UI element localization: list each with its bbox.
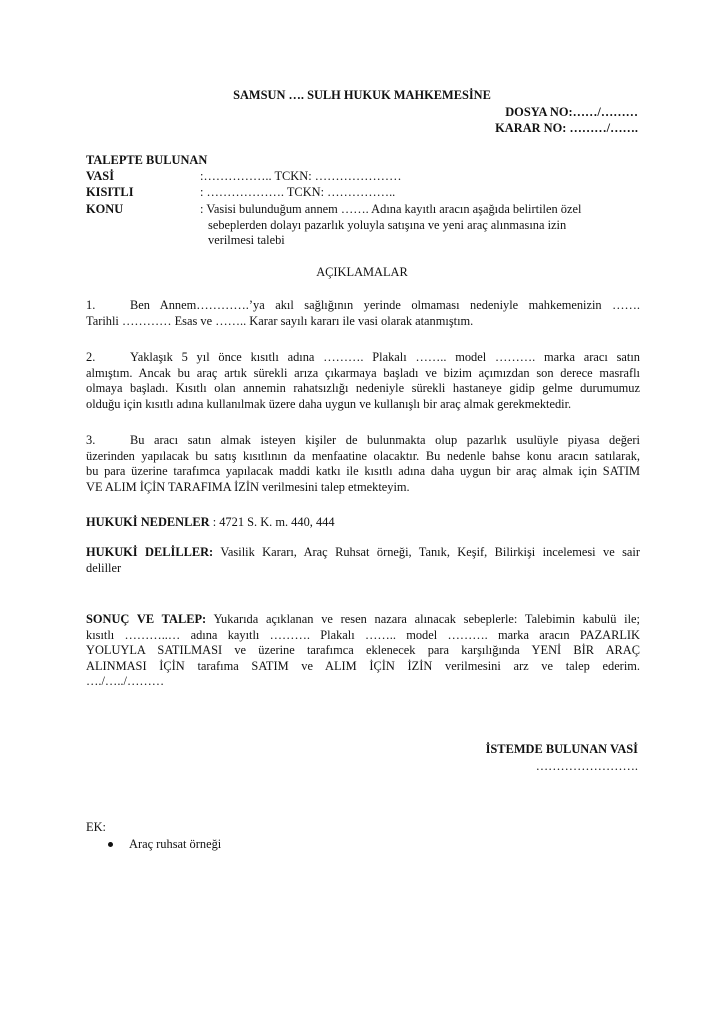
konu-line: verilmesi talebi bbox=[208, 233, 285, 247]
paragraph-line bbox=[86, 545, 640, 561]
paragraph-3 bbox=[86, 433, 640, 495]
ek-label: EK: bbox=[86, 820, 106, 834]
paragraph-line: Tarihli ………… Esas ve …….. Karar sayılı kararı ile vasi olarak atanmıştım. bbox=[86, 313, 474, 328]
paragraph-line: ALINMASI İÇİN tarafıma SATIM ve ALIM İÇİN İZİN verilmesini arz ve talep ederim. bbox=[86, 658, 640, 673]
bullet-icon bbox=[108, 842, 113, 847]
konu-label: KONU bbox=[86, 202, 124, 216]
paragraph-line: olduğu için kısıtlı adına kullanılmak üzere daha uygun ve kullanışlı bir araç almak gerekmektedir. bbox=[86, 396, 572, 411]
signature-line: ……………………. bbox=[535, 759, 638, 773]
karar-no: KARAR NO: ………/……. bbox=[495, 121, 638, 135]
hukuki-nedenler-value: : 4721 S. K. m. 440, 444 bbox=[209, 515, 335, 529]
sonuc-label: SONUÇ VE TALEP: bbox=[86, 612, 207, 626]
talepte-bulunan-label: TALEPTE BULUNAN bbox=[86, 153, 208, 167]
dosya-no: DOSYA NO:……/……… bbox=[505, 105, 638, 119]
paragraph-number: 2. bbox=[86, 350, 96, 364]
vasi-label: VASİ bbox=[86, 169, 115, 183]
paragraph-line bbox=[86, 298, 640, 314]
paragraph-line bbox=[86, 350, 640, 366]
paragraph-text: Bu aracı satın almak isteyen kişiler de bulunmakta olup pazarlık usulüyle piyasa değeri bbox=[130, 433, 640, 447]
paragraph-line: VE ALIM İÇİN TARAFIMA İZİN verilmesini talep etmekteyim. bbox=[86, 479, 410, 494]
kisitli-value: : ………………. TCKN: …………….. bbox=[200, 185, 396, 199]
signature-title: İSTEMDE BULUNAN VASİ bbox=[485, 742, 638, 756]
paragraph-line: üzerinden yapılacak bu satış kısıtlının da menfaatine olacaktır. Bu nedenle bahse konu aracın satılarak, bbox=[86, 448, 640, 463]
hukuki-nedenler bbox=[86, 515, 640, 531]
hukuki-deliller bbox=[86, 545, 640, 576]
paragraph-text: Ben Annem………….’ya akıl sağlığının yerinde olmaması nedeniyle mahkemenizin ……. bbox=[130, 298, 640, 312]
vasi-value: :…………….. TCKN: ………………… bbox=[200, 169, 402, 183]
sonuc-text: Yukarıda açıklanan ve resen nazara alınacak sebeplerle: Talebimin kabulü ile; bbox=[206, 612, 640, 626]
paragraph-line: kısıtlı ………..… adına kayıtlı ………. Plakalı …….. model ………. marka aracın PAZARLIK bbox=[86, 627, 640, 642]
ek-list-item bbox=[108, 837, 221, 853]
paragraph-line: …./…../……… bbox=[86, 674, 165, 688]
hukuki-deliller-text: Vasilik Kararı, Araç Ruhsat örneği, Tanık, Keşif, Bilirkişi incelemesi ve sair bbox=[213, 545, 640, 559]
sonuc-ve-talep bbox=[86, 612, 640, 690]
paragraph-text: Yaklaşık 5 yıl önce kısıtlı adına ………. Plakalı …….. model ………. marka aracı satın bbox=[130, 350, 640, 364]
kisitli-label: KISITLI bbox=[86, 185, 134, 199]
paragraph-line: bu para üzerine tarafımca yapılacak maddi katkı ile kısıtlı adına daha uygun bir araç almak için SATIM bbox=[86, 464, 640, 478]
paragraph-line bbox=[86, 433, 640, 449]
paragraph-line bbox=[86, 612, 640, 628]
hukuki-deliller-label: HUKUKİ DELİLLER: bbox=[86, 545, 214, 559]
paragraph-line: almıştım. Ancak bu araç artık sürekli arıza çıkarmaya başladı ve bizim açımızdan son derece masraflı bbox=[86, 365, 640, 380]
court-title: SAMSUN …. SULH HUKUK MAHKEMESİNE bbox=[233, 88, 491, 102]
ek-item-text: Araç ruhsat örneği bbox=[129, 837, 222, 851]
paragraph-line: YOLUYLA SATILMASI ve üzerine tarafımca eklenecek para karşılığında YENİ BİR ARAÇ bbox=[86, 643, 640, 657]
paragraph-line: deliller bbox=[86, 560, 122, 575]
paragraph-number: 1. bbox=[86, 298, 96, 312]
konu-value bbox=[200, 202, 640, 249]
aciklamalar-heading: AÇIKLAMALAR bbox=[316, 265, 408, 279]
hukuki-nedenler-label: HUKUKİ NEDENLER bbox=[86, 515, 210, 529]
paragraph-2 bbox=[86, 350, 640, 412]
paragraph-number: 3. bbox=[86, 433, 96, 447]
paragraph-line: olmaya başladı. Kısıtlı olan annemin rahatsızlığı nedeniyle sürekli hastaneye gidip gelme durumumuz bbox=[86, 381, 640, 395]
konu-line: : Vasisi bulunduğum annem ……. Adına kayıtlı aracın aşağıda belirtilen özel bbox=[200, 202, 582, 216]
konu-line: sebeplerden dolayı pazarlık yoluyla satışına ve yeni araç alınmasına izin bbox=[208, 217, 567, 232]
paragraph-1 bbox=[86, 298, 640, 329]
